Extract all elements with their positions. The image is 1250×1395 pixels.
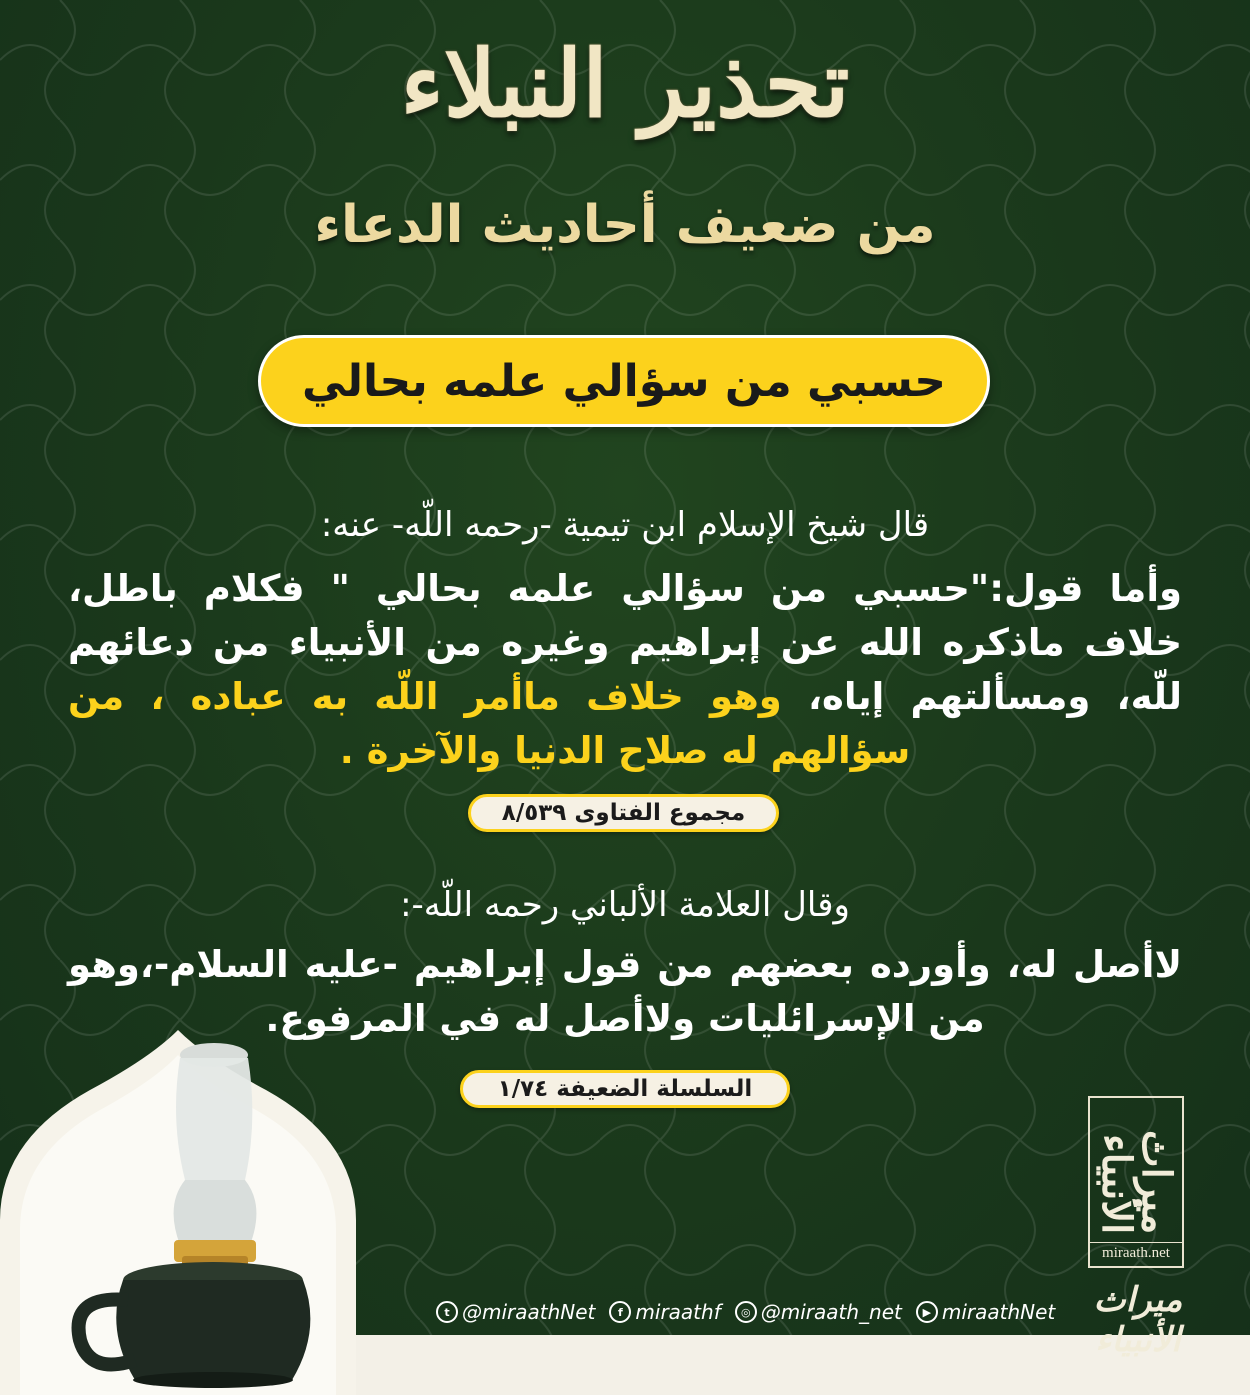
section2-quote: لاأصل له، وأورده بعضهم من قول إبراهيم -عليه السلام-،وهو من الإسرائليات ولاأصل له في المرفوع. xyxy=(68,943,1182,1040)
section1-quote-white: وأما قول:"حسبي من سؤالي علمه بحالي " فكلام باطل، خلاف ماذكره الله عن إبراهيم وغيره من الأنبياء من دعائهم للّه، ومسألتهم إياه، xyxy=(68,567,1182,718)
social-instagram-handle: @miraath_net xyxy=(760,1300,902,1324)
section1-reference-pill xyxy=(468,794,779,832)
lamp-illustration xyxy=(0,1030,360,1395)
main-subtitle: من ضعيف أحاديث الدعاء xyxy=(314,195,936,255)
brand-script-logo: ميراث الأنبياء xyxy=(1093,1280,1183,1360)
topic-pill xyxy=(258,335,990,427)
main-title: تحذير النبلاء xyxy=(400,30,850,138)
social-instagram[interactable] xyxy=(735,1300,902,1324)
social-facebook[interactable] xyxy=(609,1300,720,1324)
social-links xyxy=(436,1297,1055,1327)
brand-url: miraath.net xyxy=(1090,1242,1182,1266)
social-facebook-handle: miraathf xyxy=(635,1300,721,1324)
section2-reference-pill xyxy=(460,1070,790,1108)
twitter-icon: t xyxy=(436,1301,458,1323)
instagram-icon: ◎ xyxy=(735,1301,757,1323)
social-youtube-handle: miraathNet xyxy=(941,1300,1056,1324)
topic-pill-label: حسبي من سؤالي علمه بحالي xyxy=(301,355,947,407)
section2-reference: السلسلة الضعيفة ١/٧٤ xyxy=(497,1076,753,1102)
section1-quote-yellow: وهو خلاف ماأمر اللّه به عباده ، من سؤالهم له صلاح الدنيا والآخرة . xyxy=(68,675,911,772)
section1-quote xyxy=(68,562,1182,778)
social-youtube[interactable] xyxy=(916,1300,1055,1324)
section1-reference: مجموع الفتاوى ٨/٥٣٩ xyxy=(501,800,746,826)
section2-intro: وقال العلامة الألباني رحمه اللّه-: xyxy=(400,885,850,925)
youtube-icon: ▶ xyxy=(916,1301,938,1323)
section1-intro: قال شيخ الإسلام ابن تيمية -رحمه اللّه- عنه: xyxy=(320,505,930,545)
brand-mark: ميراث الأنبياء xyxy=(1093,1129,1180,1234)
brand-logo-box xyxy=(1088,1096,1184,1268)
social-twitter[interactable] xyxy=(436,1300,595,1324)
facebook-icon: f xyxy=(609,1301,631,1323)
social-twitter-handle: @miraathNet xyxy=(462,1300,596,1324)
